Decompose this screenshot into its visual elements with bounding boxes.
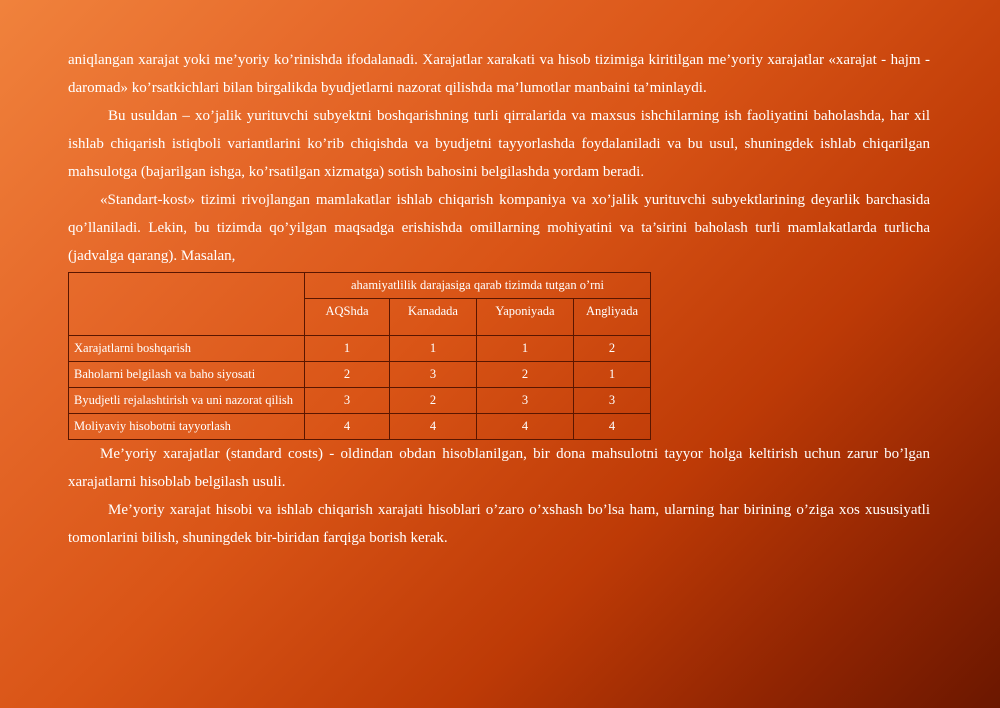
table-cell: 2 [477, 362, 574, 388]
row-label: Byudjetli rejalashtirish va uni nazorat qilish [69, 388, 305, 414]
table-group-header: ahamiyatlilik darajasiga qarab tizimda tutgan o’rni [305, 273, 651, 299]
table-cell: 4 [574, 414, 651, 440]
table-cell: 3 [305, 388, 390, 414]
row-label: Xarajatlarni boshqarish [69, 336, 305, 362]
paragraph-5: Me’yoriy xarajat hisobi va ishlab chiqarish xarajati hisoblari o’zaro o’xshash bo’lsa ham, ularning har birining o’ziga xos xususiyatli tomonlarini bilish, shuningdek bir-biridan farqiga borish kerak. [68, 502, 930, 546]
table-cell: 2 [305, 362, 390, 388]
table-corner-cell [69, 273, 305, 336]
table-cell: 1 [574, 362, 651, 388]
table-cell: 3 [477, 388, 574, 414]
table-group-header-row [69, 273, 651, 299]
table-row [69, 388, 651, 414]
table-cell: 4 [477, 414, 574, 440]
table-cell: 1 [390, 336, 477, 362]
table-row [69, 414, 651, 440]
ranking-table [68, 272, 651, 440]
row-label: Moliyaviy hisobotni tayyorlash [69, 414, 305, 440]
table-row [69, 336, 651, 362]
table-cell: 2 [390, 388, 477, 414]
table-cell: 1 [305, 336, 390, 362]
column-header-japan: Yaponiyada [477, 299, 574, 336]
table-cell: 3 [390, 362, 477, 388]
paragraph-1: aniqlangan xarajat yoki me’yoriy ko’rinishda ifodalanadi. Xarajatlar xarakati va hisob tizimiga kiritilgan me’yoriy xarajatlar «xarajat - hajm - daromad» ko’rsatkichlari bilan birgalikda byudjetlarni nazorat qilishda ma’lumotlar manbaini ta’minlaydi. [68, 52, 930, 96]
paragraph-4: Me’yoriy xarajatlar (standard costs) - oldindan obdan hisoblanilgan, bir dona mahsulotni tayyor holga keltirish uchun zarur bo’lgan xarajatlarni hisoblab belgilash usuli. [68, 446, 930, 490]
paragraph-2: Bu usuldan – xo’jalik yurituvchi subyektni boshqarishning turli qirralarida va maxsus ishchilarning ish faoliyatini baholashda, har xil ishlab chiqarish istiqboli variantlarini ko’rib chiqishda va byudjetni tayyorlashda foydalaniladi va bu usul, shuningdek ishlab chiqarilgan mahsulotga (bajarilgan ishga, ko’rsatilgan xizmatga) sotish bahosini belgilashda yordam beradi. [68, 108, 930, 180]
document-page [68, 46, 930, 552]
table-cell: 1 [477, 336, 574, 362]
table-cell: 4 [305, 414, 390, 440]
paragraph-3: «Standart-kost» tizimi rivojlangan mamlakatlar ishlab chiqarish kompaniya va xo’jalik yurituvchi subyektlarining deyarlik barchasida qo’llaniladi. Lekin, bu tizimda qo’yilgan maqsadga erishishda omillarning mohiyatini va ta’sirini baholash turli mamlakatlarda turlicha (jadvalga qarang). Masalan, [68, 192, 930, 264]
table-row [69, 362, 651, 388]
table-cell: 4 [390, 414, 477, 440]
column-header-england: Angliyada [574, 299, 651, 336]
column-header-canada: Kanadada [390, 299, 477, 336]
row-label: Baholarni belgilash va baho siyosati [69, 362, 305, 388]
table-cell: 2 [574, 336, 651, 362]
table-cell: 3 [574, 388, 651, 414]
column-header-usa: AQShda [305, 299, 390, 336]
